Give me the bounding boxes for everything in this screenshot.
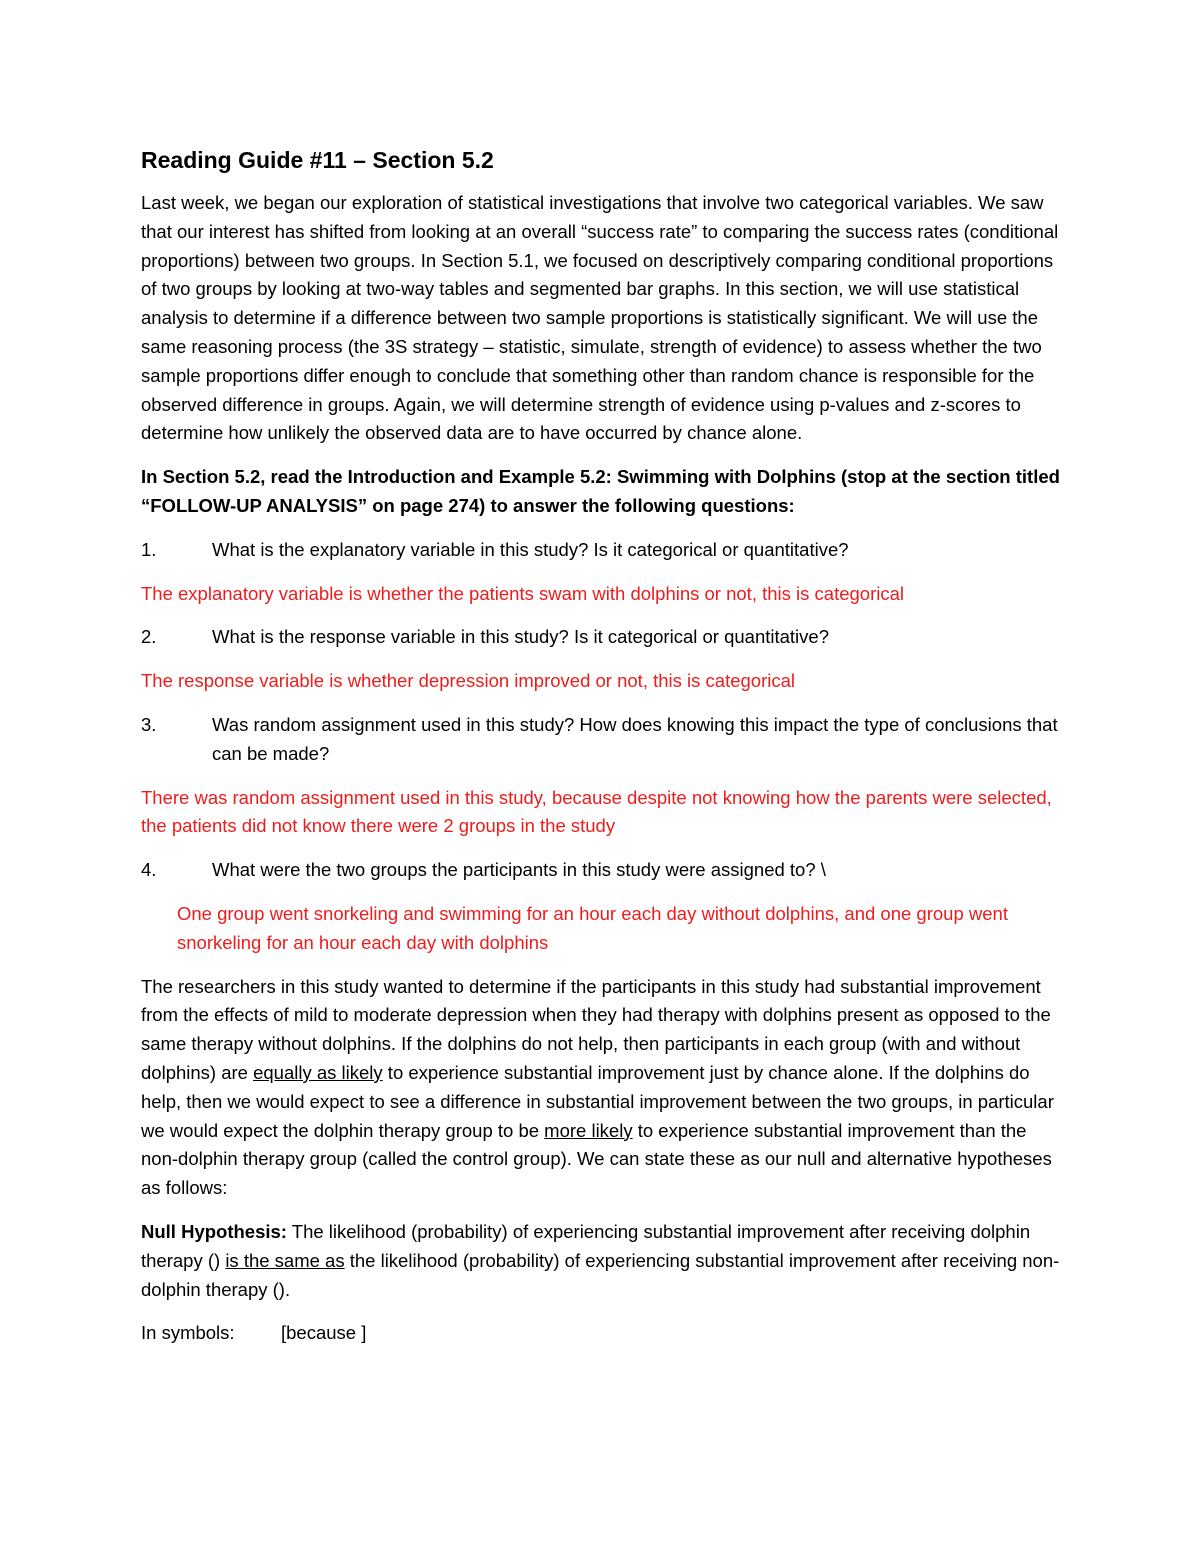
question-3: [141, 711, 1061, 769]
question-1-number: 1.: [141, 538, 157, 560]
null-hypothesis-text-2: the likelihood (probability) of experiencing substantial improvement after receiving non-dolphin therapy ().: [141, 1249, 1060, 1300]
question-2: [141, 623, 1061, 652]
researchers-text-3: to experience substantial improvement than the non-dolphin therapy group (called the control group). We can state these as our null and alternative hypotheses as follows:: [141, 1119, 1052, 1199]
reading-instruction: In Section 5.2, read the Introduction and Example 5.2: Swimming with Dolphins (stop at the section titled “FOLLOW-UP ANALYSIS” on page 274) to answer the following questions:: [141, 466, 1060, 516]
symbols-line: [141, 1319, 1061, 1348]
document-body: [141, 143, 1061, 1348]
question-4-number: 4.: [141, 859, 157, 881]
question-3-number: 3.: [141, 713, 157, 735]
answer-3: There was random assignment used in this study, because despite not knowing how the parents were selected, the patients did not know there were 2 groups in the study: [141, 786, 1052, 837]
question-3-text: Was random assignment used in this study? How does knowing this impact the type of conclusions that can be made?: [212, 713, 1058, 764]
researchers-underline-1: equally as likely: [253, 1061, 383, 1083]
symbols-value: [because ]: [281, 1322, 367, 1344]
researchers-paragraph: [141, 973, 1061, 1203]
question-4: [141, 856, 1061, 885]
question-2-text: What is the response variable in this study? Is it categorical or quantitative?: [212, 626, 829, 648]
null-hypothesis-paragraph: [141, 1218, 1061, 1304]
null-hypothesis-text-1: The likelihood (probability) of experiencing substantial improvement after receiving dolphin therapy (): [141, 1220, 1031, 1271]
question-2-number: 2.: [141, 626, 157, 648]
researchers-text-2: to experience substantial improvement just by chance alone. If the dolphins do help, then we would expect to see a difference in substantial improvement between the two groups, in particular we would expect the dolphin therapy group to be: [141, 1061, 1054, 1141]
intro-paragraph: Last week, we began our exploration of statistical investigations that involve two categorical variables. We saw that our interest has shifted from looking at an overall “success rate” to comparing the success rates (conditional proportions) between two groups. In Section 5.1, we focused on descriptively comparing conditional proportions of two groups by looking at two-way tables and segmented bar graphs. In this section, we will use statistical analysis to determine if a difference between two sample proportions is statistically significant. We will use the same reasoning process (the 3S strategy – statistic, simulate, strength of evidence) to assess whether the two sample proportions differ enough to conclude that something other than random chance is responsible for the observed difference in groups. Again, we will determine strength of evidence using p-values and z-scores to determine how unlikely the observed data are to have occurred by chance alone.: [141, 192, 1059, 444]
page-title: Reading Guide #11 – Section 5.2: [141, 147, 494, 173]
question-1-text: What is the explanatory variable in this study? Is it categorical or quantitative?: [212, 538, 849, 560]
symbols-label: In symbols:: [141, 1322, 235, 1344]
null-hypothesis-underline: is the same as: [225, 1249, 345, 1271]
answer-1: The explanatory variable is whether the patients swam with dolphins or not, this is categorical: [141, 582, 904, 604]
question-4-text: What were the two groups the participants in this study were assigned to? \: [212, 859, 826, 881]
question-1: [141, 536, 1061, 565]
null-hypothesis-label: Null Hypothesis:: [141, 1220, 287, 1242]
answer-4: One group went snorkeling and swimming for an hour each day without dolphins, and one group went snorkeling for an hour each day with dolphins: [177, 902, 1008, 953]
answer-2: The response variable is whether depression improved or not, this is categorical: [141, 670, 795, 692]
researchers-underline-2: more likely: [544, 1119, 633, 1141]
researchers-text-1: The researchers in this study wanted to determine if the participants in this study had substantial improvement from the effects of mild to moderate depression when they had therapy with dolphins present as opposed to the same therapy without dolphins. If the dolphins do not help, then participants in each group (with and without dolphins) are: [141, 975, 1051, 1083]
